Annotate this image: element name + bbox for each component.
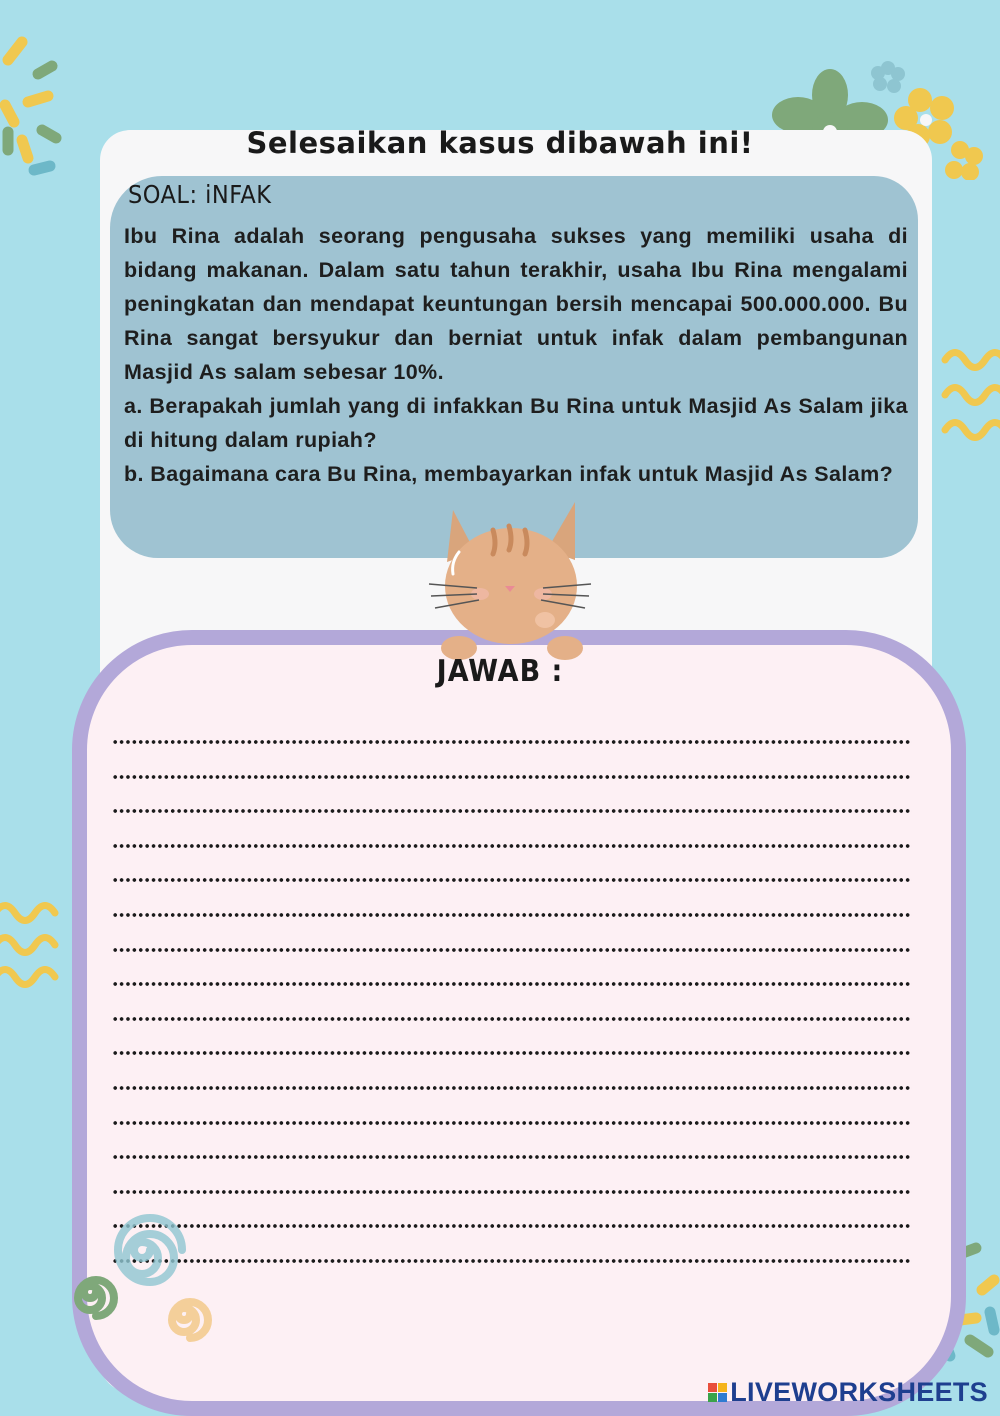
answer-line[interactable]: [112, 878, 912, 882]
answer-line[interactable]: [112, 809, 912, 813]
question-text: [124, 219, 908, 491]
answer-label: JAWAB :: [436, 654, 564, 689]
spiral-icon: [60, 1210, 230, 1350]
answer-line[interactable]: [112, 948, 912, 952]
question-part-b: b. Bagaimana cara Bu Rina, membayarkan infak untuk Masjid As Salam?: [124, 462, 894, 486]
liveworksheets-logo-icon: [708, 1383, 727, 1402]
answer-line[interactable]: [112, 1190, 912, 1194]
squiggle-icon: [0, 895, 60, 995]
squiggle-icon: [940, 340, 1000, 450]
answer-line[interactable]: [112, 775, 912, 779]
answer-line[interactable]: [112, 982, 912, 986]
answer-line[interactable]: [112, 844, 912, 848]
watermark-text: LIVEWORKSHEETS: [730, 1377, 988, 1407]
answer-line[interactable]: [112, 1017, 912, 1021]
answer-line[interactable]: [112, 1086, 912, 1090]
page-title: Selesaikan kasus dibawah ini!: [246, 126, 754, 160]
answer-line[interactable]: [112, 1121, 912, 1125]
answer-line[interactable]: [112, 740, 912, 744]
question-label: SOAL: iNFAK: [128, 180, 272, 209]
answer-line[interactable]: [112, 913, 912, 917]
answer-line[interactable]: [112, 1155, 912, 1159]
liveworksheets-watermark: [708, 1377, 988, 1408]
answer-lines[interactable]: [112, 740, 912, 1294]
answer-line[interactable]: [112, 1224, 912, 1228]
question-part-a: a. Berapakah jumlah yang di infakkan Bu Rina untuk Masjid As Salam jika di hitung dalam rupiah?: [124, 394, 908, 452]
answer-line[interactable]: [112, 1259, 912, 1263]
answer-line[interactable]: [112, 1051, 912, 1055]
question-paragraph: Ibu Rina adalah seorang pengusaha sukses yang memiliki usaha di bidang makanan. Dalam satu tahun terakhir, usaha Ibu Rina mengalami peningkatan dan mendapat keuntungan bersih mencapai 500.000.000. Bu Rina sangat bersyukur dan berniat untuk infak dalam pembangunan Masjid As salam sebesar 10%.: [124, 224, 908, 384]
cat-icon: [425, 490, 595, 665]
